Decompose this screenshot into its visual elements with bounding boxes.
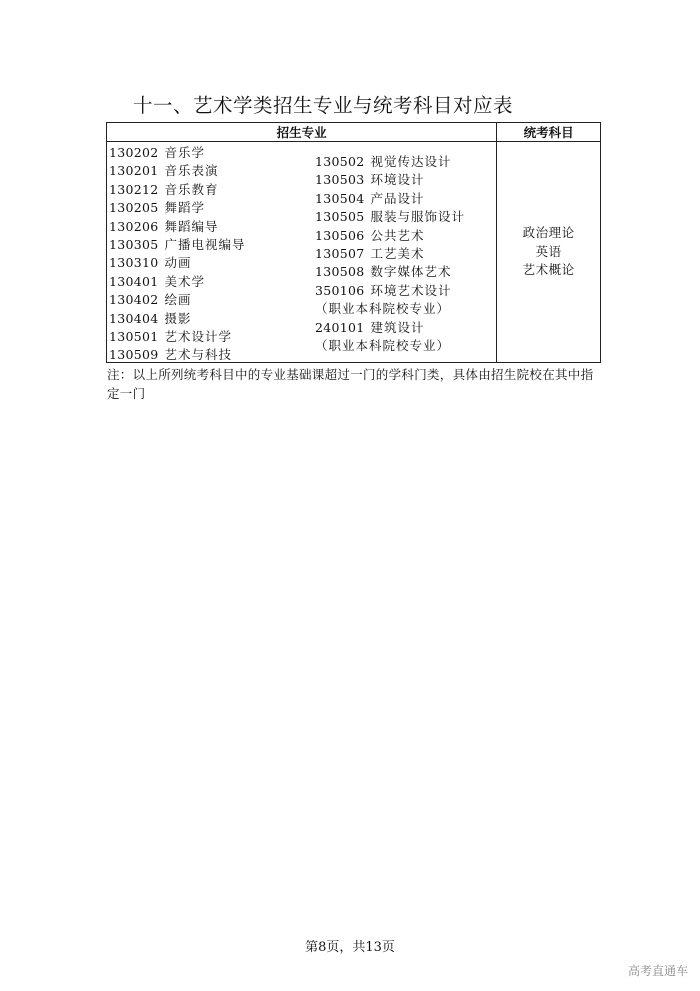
- major-item: [109, 218, 246, 236]
- major-item: [109, 236, 246, 254]
- major-code: 130205: [109, 200, 159, 216]
- major-code: 130404: [109, 310, 159, 326]
- major-note-text: （职业本科院校专业）: [315, 301, 451, 317]
- major-name: 工艺美术: [370, 245, 425, 261]
- subject-item: 政治理论: [522, 225, 575, 241]
- major-code: 240101: [315, 319, 365, 335]
- document-title: 十一、艺术学类招生专业与统考科目对应表: [133, 94, 514, 117]
- major-item: [109, 181, 246, 199]
- major-name: 建筑设计: [370, 319, 425, 335]
- major-name: 绘画: [164, 292, 192, 308]
- major-code: 130501: [109, 328, 159, 344]
- major-item: [315, 208, 465, 226]
- majors-subjects-table: [106, 122, 601, 363]
- major-name: 音乐学: [164, 145, 206, 160]
- major-note: [315, 337, 465, 355]
- major-name: 摄影: [164, 310, 192, 326]
- majors-cell: [107, 142, 497, 363]
- major-item: [315, 282, 465, 300]
- footnote: 注：以上所列统考科目中的专业基础课超过一门的学科门类，具体由招生院校在其中指定一门: [107, 367, 594, 401]
- major-name: 动画: [164, 255, 192, 271]
- major-code: 130212: [109, 181, 159, 197]
- major-name: 环境设计: [370, 172, 425, 188]
- major-item: [109, 254, 246, 272]
- major-item: [315, 227, 465, 245]
- major-code: 130504: [315, 190, 365, 206]
- header-majors: 招生专业: [107, 123, 497, 142]
- subjects-cell: [497, 142, 601, 363]
- major-item: [109, 310, 246, 328]
- major-code: 130506: [315, 227, 365, 243]
- major-code: 130507: [315, 245, 365, 261]
- major-code: 130508: [315, 264, 365, 280]
- major-item: [315, 319, 465, 337]
- major-note-text: （职业本科院校专业）: [315, 337, 451, 353]
- major-item: [315, 190, 465, 208]
- major-item: [109, 328, 246, 346]
- major-code: 130305: [109, 236, 159, 252]
- major-code: 350106: [315, 282, 365, 298]
- major-name: 服装与服饰设计: [370, 209, 466, 225]
- major-item: [315, 245, 465, 263]
- major-name: 艺术设计学: [164, 328, 233, 344]
- major-code: 130502: [315, 154, 365, 169]
- major-code: 130202: [109, 145, 159, 160]
- major-code: 130402: [109, 292, 159, 308]
- major-name: 广播电视编导: [164, 236, 246, 252]
- table-body-row: [107, 142, 601, 363]
- major-item: [315, 153, 465, 171]
- major-item: [109, 346, 246, 364]
- major-name: 环境艺术设计: [370, 282, 452, 298]
- major-item: [315, 263, 465, 281]
- major-item: [109, 291, 246, 309]
- major-item: [109, 144, 246, 162]
- major-name: 视觉传达设计: [370, 154, 452, 169]
- major-item: [315, 171, 465, 189]
- major-name: 产品设计: [370, 190, 425, 206]
- table-header-row: [107, 123, 601, 142]
- majors-list-right: [315, 153, 465, 355]
- major-code: 130206: [109, 218, 159, 234]
- major-name: 音乐表演: [164, 163, 219, 179]
- subject-item: 艺术概论: [522, 262, 575, 278]
- page-number: 第8页，共13页: [305, 940, 395, 955]
- major-name: 艺术与科技: [164, 347, 233, 363]
- major-code: 130201: [109, 163, 159, 179]
- major-item: [109, 162, 246, 180]
- major-name: 公共艺术: [370, 227, 425, 243]
- major-name: 美术学: [164, 273, 206, 289]
- major-name: 舞蹈学: [164, 200, 206, 216]
- major-item: [109, 199, 246, 217]
- majors-list-left: [109, 144, 246, 365]
- watermark-text: 高考直通车: [627, 964, 688, 978]
- major-code: 130401: [109, 273, 159, 289]
- major-note: [315, 300, 465, 318]
- major-name: 舞蹈编导: [164, 218, 219, 234]
- major-code: 130310: [109, 255, 159, 271]
- major-code: 130505: [315, 209, 365, 225]
- subject-item: 英语: [535, 243, 562, 259]
- major-item: [109, 273, 246, 291]
- major-name: 数字媒体艺术: [370, 264, 452, 280]
- header-subjects: 统考科目: [497, 123, 601, 142]
- major-name: 音乐教育: [164, 181, 219, 197]
- major-code: 130503: [315, 172, 365, 188]
- major-code: 130509: [109, 347, 159, 363]
